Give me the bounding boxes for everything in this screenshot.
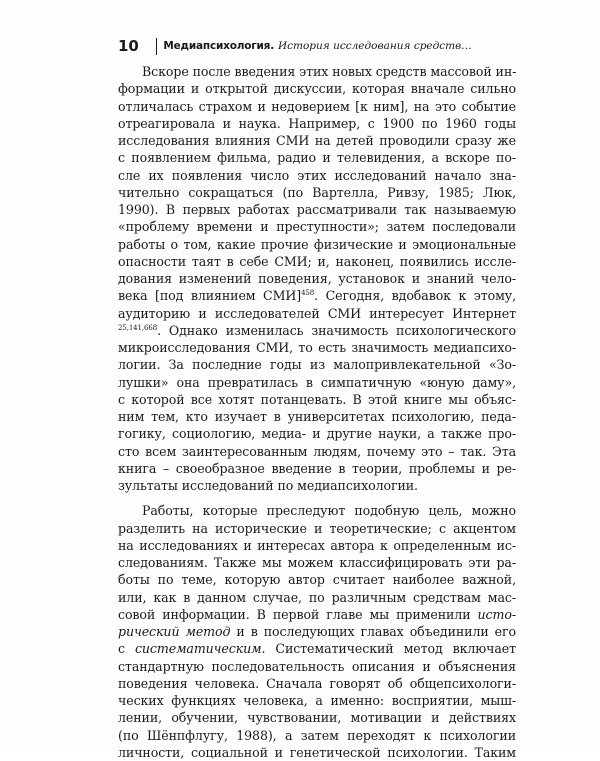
text-run: следованиям. Также мы можем классифицировать эти ра- — [118, 555, 516, 570]
italic-term: систематическим — [134, 641, 262, 657]
text-line — [118, 80, 516, 97]
text-line — [118, 253, 516, 270]
text-line — [118, 98, 516, 115]
text-run: зультаты исследований по медиапсихологии. — [118, 478, 418, 493]
text-line — [118, 322, 516, 339]
text-line — [118, 218, 516, 235]
running-head-subtitle: История исследования средств… — [277, 40, 472, 52]
paragraph-gap — [118, 494, 516, 502]
text-line — [118, 589, 516, 606]
text-run: с которой все хотят потанцевать. В этой книге мы объяс- — [118, 391, 516, 407]
text-line — [118, 709, 516, 726]
text-line — [118, 374, 516, 391]
text-run: сле их появления число этих исследований начало зна- — [118, 167, 516, 183]
italic-term: рический метод — [118, 624, 231, 639]
text-line — [118, 201, 516, 218]
text-run: . Сегодня, вдобавок к этому, — [314, 288, 517, 304]
text-line — [118, 63, 516, 80]
footnote-reference: 25,141,668 — [118, 323, 158, 332]
text-run: отличалась страхом и недоверием [к ним], на это событие — [118, 98, 516, 114]
text-run: лушки» она превратилась в симпатичную «юную даму», — [118, 374, 516, 390]
body-text — [118, 63, 516, 761]
text-run: сто всем заинтересованным людям, почему это – так. Эта — [118, 443, 516, 459]
text-run: века [под влиянием СМИ] — [118, 288, 302, 304]
text-run: (по Шёнпфлугу, 1988), а затем переходят к психологии — [118, 727, 516, 743]
running-head-divider — [156, 38, 157, 55]
text-run: боты по теме, которую автор считает наиболее важной, — [118, 572, 516, 588]
text-run: поведения человека. Сначала говорят об общепсихологи- — [118, 675, 516, 691]
text-line — [118, 537, 516, 554]
text-run: лении, обучении, чувствовании, мотивации и действиях — [118, 710, 516, 726]
text-run: аудиторию и исследователей СМИ интересует Интернет — [118, 305, 516, 321]
paragraph — [118, 502, 516, 761]
text-line — [118, 571, 516, 588]
text-line — [118, 356, 516, 373]
text-run: личности, социальной и генетической психологии. Таким — [118, 744, 516, 760]
text-run: микроисследования СМИ, то есть значимость медиапсихо- — [118, 340, 516, 355]
text-run: с — [118, 641, 135, 657]
text-run: с появлением фильма, радио и телевидения, а вскоре по- — [118, 150, 516, 166]
text-line — [118, 623, 516, 640]
text-line — [118, 477, 516, 494]
text-run: чительно сокращаться (по Вартелла, Ривзу, 1985; Люк, — [118, 184, 516, 200]
text-line — [118, 640, 516, 657]
text-line — [118, 270, 516, 287]
text-line — [118, 692, 516, 709]
text-run: работы о том, какие прочие физические и эмоциональные — [118, 236, 516, 252]
text-run: дования изменений поведения, установок и знаний чело- — [118, 271, 516, 286]
text-line — [118, 287, 516, 304]
text-run: отреагировала и наука. Например, с 1900 по 1960 годы — [118, 115, 516, 131]
paragraph — [118, 63, 516, 494]
text-line — [118, 675, 516, 692]
text-run: «проблему времени и преступности»; затем последовали — [118, 219, 516, 235]
running-head — [118, 36, 518, 56]
text-run: 1990). В первых работах рассматривали так называемую — [118, 202, 516, 217]
text-run: или, как в данном случае, по различным средствам мас- — [118, 589, 516, 605]
text-line — [118, 115, 516, 132]
text-line — [118, 606, 516, 623]
text-line — [118, 744, 516, 761]
text-run: разделить на исторические и теоретические; с акцентом — [118, 520, 516, 536]
text-run: книга – своеобразное введение в теории, проблемы и ре- — [118, 460, 516, 476]
text-run: стандартную последовательность описания и объяснения — [118, 658, 516, 674]
text-line — [118, 408, 516, 425]
text-run: совой информации. В первой главе мы применили — [118, 606, 478, 622]
italic-term: исто- — [477, 606, 516, 622]
text-line — [118, 149, 516, 166]
text-run: ним тем, кто изучает в университетах психологию, педа- — [118, 409, 516, 424]
text-line — [118, 502, 516, 519]
text-line — [118, 520, 516, 537]
text-line — [118, 132, 516, 149]
text-line — [118, 425, 516, 442]
text-run: Работы, которые преследуют подобную цель, можно — [142, 503, 516, 519]
text-run: на исследованиях и интересах автора к определенным ис- — [118, 537, 516, 553]
page-number: 10 — [118, 37, 139, 55]
text-line — [118, 339, 516, 356]
text-run: гогику, социологию, медиа- и другие науки, а также про- — [118, 426, 516, 442]
footnote-reference: 458 — [301, 289, 315, 298]
text-line — [118, 391, 516, 408]
text-line — [118, 184, 516, 201]
text-line — [118, 554, 516, 571]
text-run: . Систематический метод включает — [261, 641, 516, 657]
text-line — [118, 305, 516, 322]
text-line — [118, 727, 516, 744]
text-run: формации и открытой дискуссии, которая вначале сильно — [118, 81, 516, 97]
text-line — [118, 443, 516, 460]
text-run: логии. За последние годы из малопривлекательной «Зо- — [118, 357, 516, 373]
text-line — [118, 167, 516, 184]
text-run: опасности таят в себе СМИ; и, наконец, появились иссле- — [118, 253, 516, 269]
text-run: ческих функциях человека, а именно: восприятии, мыш- — [118, 693, 516, 708]
text-line — [118, 236, 516, 253]
text-run: . Однако изменилась значимость психологического — [157, 322, 516, 338]
text-run: исследования влияния СМИ на детей проводили сразу же — [118, 133, 516, 148]
text-run: и в последующих главах объединили его — [230, 624, 517, 639]
running-head-title: Медиапсихология. — [163, 40, 274, 52]
text-line — [118, 460, 516, 477]
text-line — [118, 658, 516, 675]
text-run: Вскоре после введения этих новых средств массовой ин- — [142, 64, 517, 79]
